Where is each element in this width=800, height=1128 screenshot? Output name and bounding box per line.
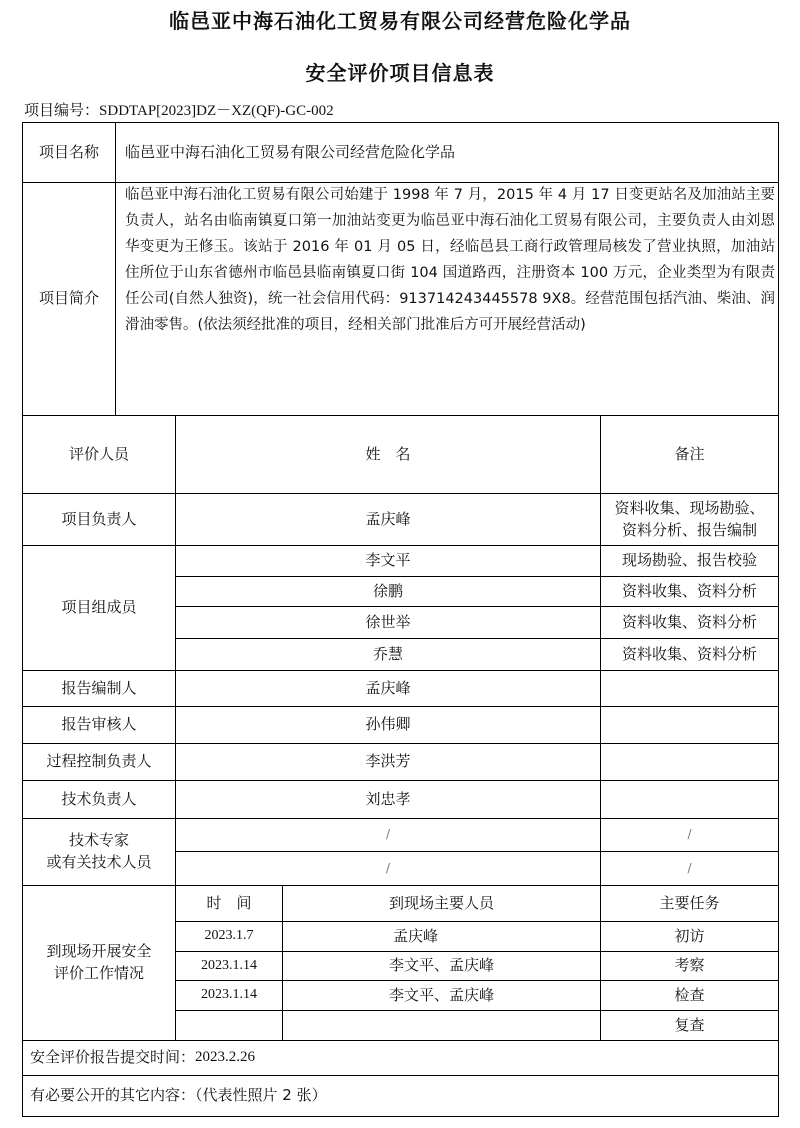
members-label: 项目组成员 <box>61 598 137 617</box>
member-note: 资料收集、资料分析 <box>621 581 757 600</box>
document-subtitle: 安全评价项目信息表 <box>305 61 495 85</box>
leader-note <box>601 494 778 545</box>
expert-name: / <box>385 827 391 842</box>
member-note: 资料收集、资料分析 <box>621 612 757 631</box>
project-number-value: SDDTAP[2023]DZ－XZ(QF)-GC-002 <box>99 103 334 119</box>
submit-time-value: 2023.2.26 <box>195 1049 256 1066</box>
document-title: 临邑亚中海石油化工贸易有限公司经营危险化学品 <box>169 9 631 33</box>
leader-note-line2: 资料分析、报告编制 <box>621 520 757 539</box>
site-header-people: 到现场主要人员 <box>388 893 494 912</box>
member-name: 李文平 <box>365 551 411 570</box>
writer-name: 孟庆峰 <box>365 678 411 697</box>
project-number-label: 项目编号： <box>24 101 100 119</box>
site-row-task: 复查 <box>674 1015 705 1034</box>
writer-label: 报告编制人 <box>61 678 137 697</box>
tech-lead-name: 刘忠孝 <box>365 789 411 808</box>
site-work-label <box>23 886 175 1040</box>
member-note: 资料收集、资料分析 <box>621 644 757 663</box>
project-intro-text: 临邑亚中海石油化工贸易有限公司始建于 1998 年 7 月，2015 年 4 月 17 日变更站名及加油站主要负责人，站名由临南镇夏口第一加油站变更为临邑亚中海石油化工贸易有限公司，主要负责人由刘恩华变更为王修玉。该站于 2016 年 01 月 05 日，经临邑县工商行政管理局核发了营业执照，加油站住所位于山东省德州市临邑县临南镇夏口街 104 国道路西，注册资本 100 万元，企业类型为有限责任公司(自然人独资)，统一社会信用代码：913714243445578 9X8。经营范围包括汽油、柴油、润滑油零售。(依法须经批准的项目，经相关部门批准后方可开展经营活动) <box>125 187 775 333</box>
header-note: 备注 <box>674 444 705 463</box>
site-row-time: 2023.1.14 <box>201 987 257 1003</box>
leader-name: 孟庆峰 <box>365 509 411 528</box>
reviewer-name: 孙伟卿 <box>365 715 411 734</box>
reviewer-label: 报告审核人 <box>61 715 137 734</box>
member-name: 徐鹏 <box>372 581 403 600</box>
member-name: 徐世举 <box>365 612 411 631</box>
tech-lead-label: 技术负责人 <box>61 789 137 808</box>
leader-label: 项目负责人 <box>61 509 137 528</box>
site-row-time: 2023.1.14 <box>201 957 257 973</box>
site-work-label-line2: 评价工作情况 <box>53 964 144 982</box>
site-row-task: 考察 <box>674 956 705 975</box>
site-row-time: 2023.1.7 <box>204 928 254 944</box>
member-name: 乔慧 <box>372 644 403 663</box>
submit-time <box>30 1041 770 1075</box>
site-header-time: 时 间 <box>206 893 252 912</box>
process-control-label: 过程控制负责人 <box>46 752 152 771</box>
site-header-task: 主要任务 <box>659 893 720 912</box>
expert-label-line1: 技术专家 <box>68 831 129 850</box>
process-control-name: 李洪芳 <box>365 752 411 771</box>
expert-label-line2: 或有关技术人员 <box>46 853 152 871</box>
site-work-label-line1: 到现场开展安全 <box>46 942 152 961</box>
site-row-people: 孟庆峰 <box>393 926 439 945</box>
expert-note: / <box>687 860 692 875</box>
expert-name: / <box>385 860 391 875</box>
site-row-people: 李文平、孟庆峰 <box>388 956 494 975</box>
header-role: 评价人员 <box>68 444 129 463</box>
project-name-label: 项目名称 <box>38 142 99 161</box>
site-row-task: 初访 <box>674 926 705 945</box>
expert-note: / <box>687 827 692 842</box>
member-note: 现场勘验、报告校验 <box>621 551 757 570</box>
submit-time-label: 安全评价报告提交时间： <box>30 1048 196 1067</box>
other-content: 有必要公开的其它内容：（代表性照片 2 张） <box>30 1086 327 1105</box>
project-name-value: 临邑亚中海石油化工贸易有限公司经营危险化学品 <box>125 142 456 161</box>
site-row-people: 李文平、孟庆峰 <box>388 985 494 1004</box>
header-name: 姓 名 <box>365 444 411 463</box>
expert-label <box>23 819 175 885</box>
leader-note-line1: 资料收集、现场勘验、 <box>614 498 765 517</box>
site-row-task: 检查 <box>674 985 705 1004</box>
project-intro-label: 项目简介 <box>38 289 99 308</box>
